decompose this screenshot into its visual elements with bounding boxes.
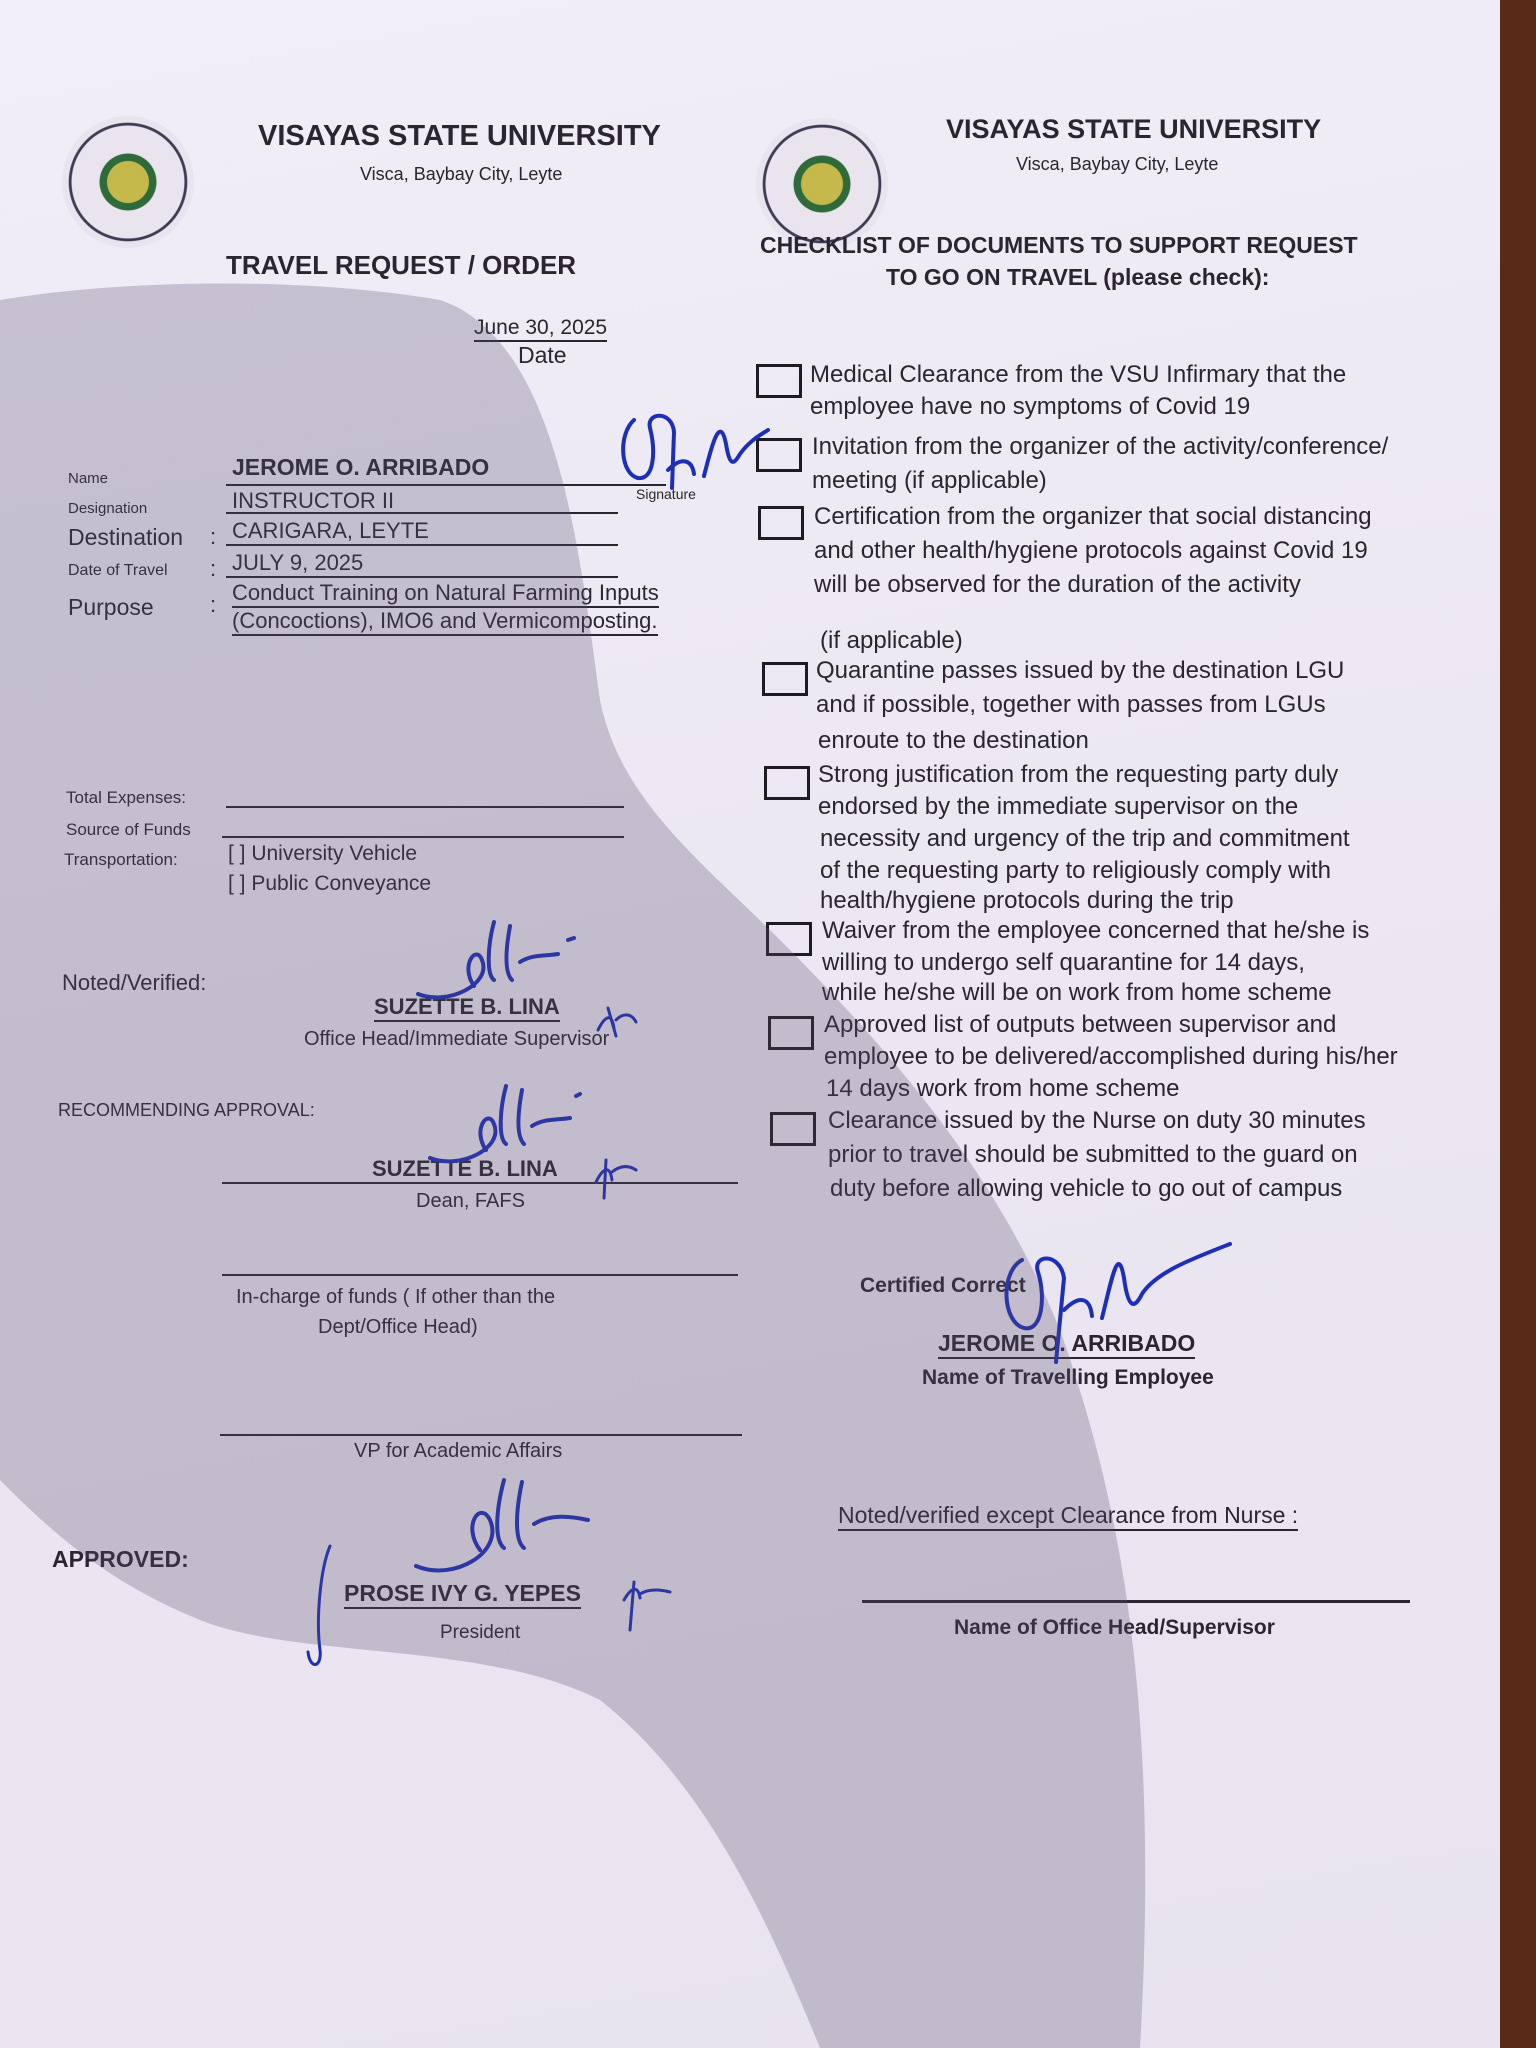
approved-signatory-name: PROSE IVY G. YEPES	[344, 1580, 581, 1609]
destination-value: CARIGARA, LEYTE	[232, 518, 429, 543]
checklist-text-line: 14 days work from home scheme	[826, 1075, 1180, 1102]
vp-academic-affairs-label: VP for Academic Affairs	[354, 1440, 563, 1462]
checklist-text-line: health/hygiene protocols during the trip	[820, 887, 1234, 914]
checklist-checkbox[interactable]	[758, 506, 804, 540]
certified-correct-label: Certified Correct	[860, 1274, 1026, 1297]
checklist-text-line: duty before allowing vehicle to go out of campus	[830, 1175, 1343, 1202]
date-of-travel-line	[226, 576, 618, 578]
checklist-text-line: of the requesting party to religiously comply with	[820, 857, 1331, 884]
transportation-label: Transportation:	[64, 850, 178, 869]
university-name-right: VISAYAS STATE UNIVERSITY	[946, 114, 1322, 144]
checklist-text-line: prior to travel should be submitted to the guard on	[828, 1141, 1358, 1168]
total-expenses-label: Total Expenses:	[66, 788, 187, 807]
approved-initial-left	[302, 1540, 342, 1674]
checklist-text-line: (if applicable)	[820, 627, 963, 654]
checklist-text-line: Medical Clearance from the VSU Infirmary that the	[810, 361, 1347, 388]
checklist-title-line-1: CHECKLIST OF DOCUMENTS TO SUPPORT REQUEST	[760, 232, 1358, 258]
travelling-employee-label: Name of Travelling Employee	[922, 1366, 1214, 1389]
date-of-travel-value: JULY 9, 2025	[232, 550, 364, 575]
approved-signature	[404, 1470, 594, 1580]
checklist-checkbox[interactable]	[766, 922, 812, 956]
noted-signature	[408, 914, 578, 1010]
checklist-checkbox[interactable]	[770, 1112, 816, 1146]
destination-colon: :	[210, 524, 217, 549]
recommending-line	[222, 1182, 738, 1184]
noted-verified-label: Noted/Verified:	[62, 970, 207, 995]
noted-signatory-title: Office Head/Immediate Supervisor	[304, 1028, 610, 1050]
office-head-label: Name of Office Head/Supervisor	[954, 1616, 1275, 1639]
desk-edge	[1500, 0, 1536, 2048]
recommending-signatory-name: SUZETTE B. LINA	[372, 1156, 558, 1181]
checklist-checkbox[interactable]	[764, 766, 810, 800]
vp-line	[220, 1434, 742, 1436]
transport-option-public-conveyance: [ ] Public Conveyance	[228, 872, 432, 895]
checklist-text-line: and other health/hygiene protocols against Covid 19	[814, 537, 1368, 564]
checklist-text-line: employee have no symptoms of Covid 19	[810, 393, 1251, 420]
destination-label: Destination	[68, 524, 184, 550]
checklist-text-line: will be observed for the duration of the activity	[814, 571, 1301, 598]
destination-line	[226, 544, 618, 546]
signature-label: Signature	[636, 486, 696, 502]
approved-signatory-title: President	[440, 1622, 521, 1643]
designation-value: INSTRUCTOR II	[232, 488, 395, 513]
purpose-colon: :	[210, 592, 217, 617]
checklist-text-line: enroute to the destination	[818, 727, 1089, 754]
funds-incharge-label-2: Dept/Office Head)	[318, 1316, 478, 1338]
certified-employee-signature	[994, 1238, 1234, 1368]
designation-label: Designation	[68, 500, 148, 517]
recommending-approval-label: RECOMMENDING APPROVAL:	[58, 1100, 315, 1120]
checklist-text-line: while he/she will be on work from home scheme	[822, 979, 1332, 1006]
name-line	[226, 484, 666, 486]
date-of-travel-label: Date of Travel	[68, 562, 168, 579]
name-value: JEROME O. ARRIBADO	[232, 454, 490, 480]
checklist-text-line: Clearance issued by the Nurse on duty 30 minutes	[828, 1107, 1366, 1134]
recommending-signature	[420, 1078, 590, 1174]
approved-label: APPROVED:	[52, 1546, 189, 1572]
form-title: TRAVEL REQUEST / ORDER	[226, 250, 577, 280]
noted-signatory-name: SUZETTE B. LINA	[374, 994, 560, 1022]
checklist-text-line: Invitation from the organizer of the activity/conference/	[812, 433, 1389, 460]
office-head-line	[862, 1600, 1410, 1603]
checklist-text-line: meeting (if applicable)	[812, 467, 1047, 494]
approved-initial-right	[618, 1576, 674, 1636]
checklist-text-line: Quarantine passes issued by the destination LGU	[816, 657, 1345, 684]
noted-initial	[594, 1000, 640, 1040]
checklist-text-line: willing to undergo self quarantine for 14 days,	[822, 949, 1305, 976]
university-name-left: VISAYAS STATE UNIVERSITY	[258, 120, 661, 152]
source-of-funds-label: Source of Funds	[66, 820, 191, 839]
certified-employee-name: JEROME O. ARRIBADO	[938, 1330, 1195, 1359]
purpose-line-1: Conduct Training on Natural Farming Inputs	[232, 580, 659, 608]
checklist-checkbox[interactable]	[762, 662, 808, 696]
checklist-text-line: Certification from the organizer that social distancing	[814, 503, 1372, 530]
funds-incharge-label-1: In-charge of funds ( If other than the	[236, 1286, 556, 1308]
checklist-text-line: endorsed by the immediate supervisor on the	[818, 793, 1299, 820]
checklist-text-line: Strong justification from the requesting party duly	[818, 761, 1339, 788]
transport-option-university-vehicle: [ ] University Vehicle	[228, 842, 418, 865]
checklist-text-line: employee to be delivered/accomplished during his/her	[824, 1043, 1398, 1070]
funds-incharge-line	[222, 1274, 738, 1276]
purpose-line-2: (Concoctions), IMO6 and Vermicomposting.	[232, 608, 658, 636]
recommending-initial	[590, 1152, 640, 1202]
checklist-text-line: Approved list of outputs between supervisor and	[824, 1011, 1337, 1038]
university-address-right: Visca, Baybay City, Leyte	[1016, 154, 1219, 174]
university-seal-left	[62, 116, 194, 248]
university-seal-right	[756, 118, 888, 250]
date-of-travel-colon: :	[210, 556, 217, 581]
checklist-text-line: Waiver from the employee concerned that he/she is	[822, 917, 1370, 944]
name-label: Name	[68, 470, 109, 487]
checklist-checkbox[interactable]	[768, 1016, 814, 1050]
checklist-checkbox[interactable]	[756, 364, 802, 398]
request-date: June 30, 2025	[474, 316, 607, 342]
noted-except-nurse-label: Noted/verified except Clearance from Nurse :	[838, 1502, 1298, 1531]
checklist-title-line-2: TO GO ON TRAVEL (please check):	[886, 264, 1270, 290]
date-label: Date	[518, 342, 567, 368]
university-address-left: Visca, Baybay City, Leyte	[360, 164, 563, 184]
purpose-label: Purpose	[68, 594, 154, 620]
checklist-text-line: necessity and urgency of the trip and commitment	[820, 825, 1350, 852]
source-of-funds-line	[222, 836, 624, 838]
checklist-text-line: and if possible, together with passes from LGUs	[816, 691, 1326, 718]
designation-line	[226, 512, 618, 514]
total-expenses-line	[226, 806, 624, 808]
employee-signature-top	[612, 404, 772, 508]
recommending-signatory-title: Dean, FAFS	[416, 1190, 525, 1212]
